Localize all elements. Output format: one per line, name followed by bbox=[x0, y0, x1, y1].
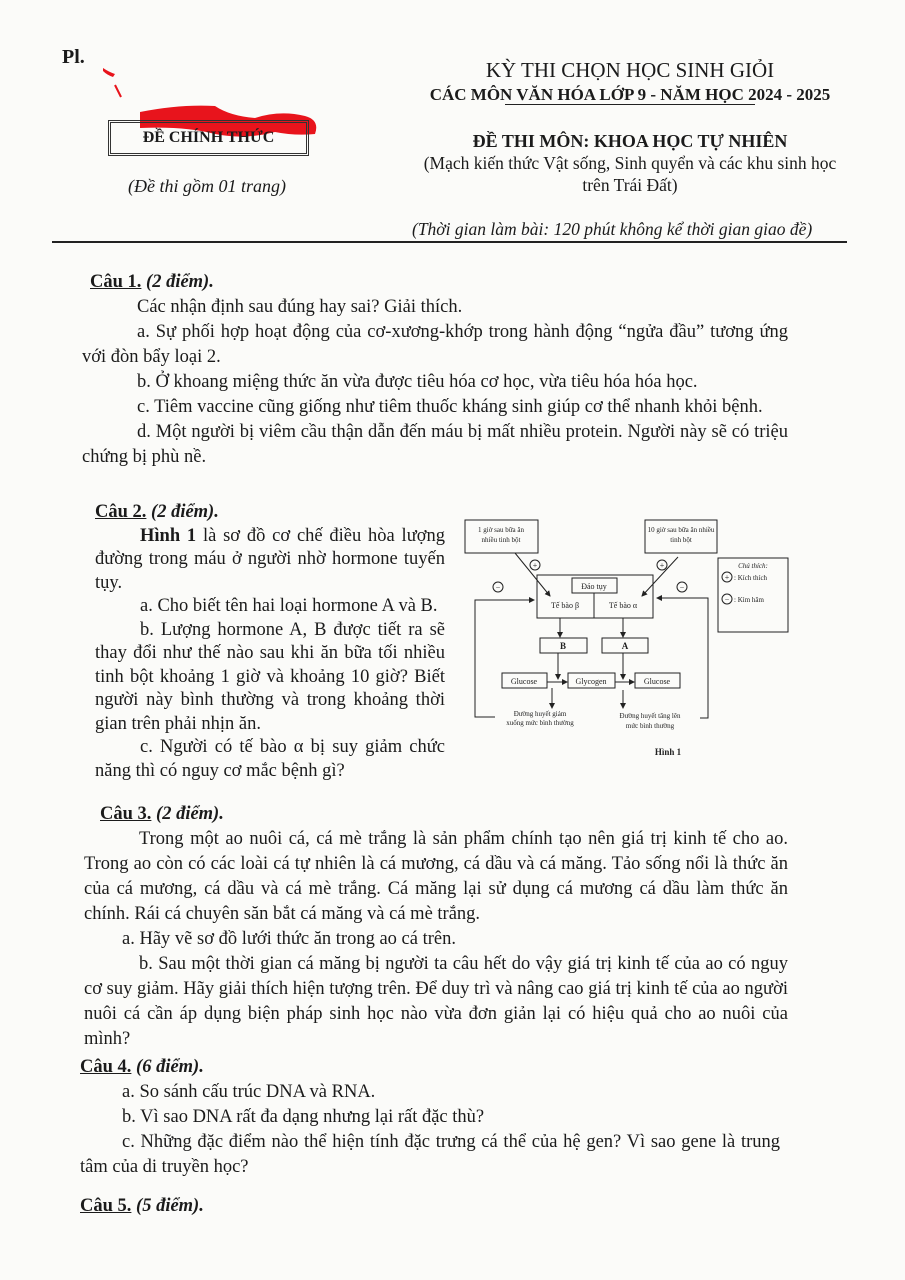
legend-stimulate: : Kích thích bbox=[734, 574, 768, 582]
sub-question-c: c. Những đặc điểm nào thể hiện tính đặc trưng cá thể của hệ gen? Vì sao gene là trung tâm của di truyền học? bbox=[80, 1132, 780, 1177]
question-title: Câu 4. bbox=[80, 1057, 132, 1077]
beta-cell-label: Tế bào β bbox=[550, 601, 580, 610]
sub-question-b: b. Sau một thời gian cá măng bị người ta câu hết do vậy giá trị kinh tế của ao có nguy cơ suy giảm. Hãy giải thích hiện tượng trên. Để duy trì và nâng cao giá trị kinh tế của ao người nuôi cá cần áp dụng biện pháp sinh học nào vừa đơn giản lại có hiệu quả cho ao nuôi của mình? bbox=[84, 954, 788, 1049]
question-5-points: (5 điểm). bbox=[136, 1196, 204, 1216]
alpha-cell-label: Tế bào α bbox=[608, 601, 638, 610]
hormone-a-label: A bbox=[621, 641, 629, 651]
figure-reference: Hình 1 bbox=[140, 525, 197, 546]
high-glucose-text-2: mức bình thường bbox=[625, 722, 675, 730]
low-glucose-text-1: Đường huyết giảm bbox=[513, 710, 567, 718]
glucose-left-label: Glucose bbox=[510, 677, 538, 686]
question-points: (2 điểm). bbox=[156, 804, 224, 824]
statement-c: c. Tiêm vaccine cũng giống như tiêm thuốc kháng sinh giúp cơ thể nhanh khỏi bệnh. bbox=[137, 397, 763, 417]
corner-mark: Pl. bbox=[62, 46, 85, 68]
question-intro: Trong một ao nuôi cá, cá mè trắng là sản phẩm chính tạo nên giá trị kinh tế cho ao. Trong ao còn có các loài cá tự nhiên là cá mương, cá dầu và cá măng. Tảo sống nổi là thức ăn của cá mương, cá dầu và cá mè trắng. Cá măng lại sử dụng cá mương cá dầu làm thức ăn chính. Rái cá chuyên săn bắt cá măng và cá mè trắng. bbox=[84, 829, 788, 924]
question-points: (2 điểm). bbox=[151, 502, 219, 522]
legend-title: Chú thích: bbox=[738, 562, 768, 570]
legend-minus-sign: − bbox=[724, 595, 730, 604]
figure-caption: Hình 1 bbox=[654, 747, 682, 757]
sub-question-c: c. Người có tế bào α bị suy giảm chức năng thì có nguy cơ mắc bệnh gì? bbox=[95, 737, 445, 781]
scope-line-2: trên Trái Đất) bbox=[582, 175, 678, 195]
sub-question-b: b. Lượng hormone A, B được tiết ra sẽ thay đổi như thế nào sau khi ăn bữa tối nhiều tinh bột khoảng 1 giờ và khoảng 10 giờ? Biết người này bình thường và trong khoảng thời gian trên phải nhịn ăn. bbox=[95, 619, 445, 734]
question-5-title: Câu 5. bbox=[80, 1196, 132, 1216]
question-title: Câu 2. bbox=[95, 502, 147, 522]
sub-question-a: a. Hãy vẽ sơ đồ lưới thức ăn trong ao cá trên. bbox=[122, 929, 456, 949]
question-points: (6 điểm). bbox=[136, 1057, 204, 1077]
question-1 bbox=[82, 270, 788, 470]
statement-b: b. Ở khoang miệng thức ăn vừa được tiêu hóa cơ học, vừa tiêu hóa hóa học. bbox=[137, 372, 698, 392]
statement-a: a. Sự phối hợp hoạt động của cơ-xương-khớp trong hành động “ngửa đầu” tương ứng với đòn bẩy loại 2. bbox=[82, 322, 788, 367]
statement-d: d. Một người bị viêm cầu thận dẫn đến máu bị mất nhiều protein. Người này sẽ có triệu chứng bị phù nề. bbox=[82, 422, 788, 467]
pancreas-label: Đảo tụy bbox=[581, 582, 607, 591]
low-glucose-text-2: xuống mức bình thường bbox=[506, 719, 574, 727]
question-3 bbox=[84, 802, 788, 1052]
box-1h-text-2: nhiều tinh bột bbox=[481, 536, 521, 544]
figure-1-diagram bbox=[460, 510, 790, 760]
sub-question-a: a. Cho biết tên hai loại hormone A và B. bbox=[140, 596, 438, 616]
question-intro: là sơ đồ cơ chế điều hòa lượng đường trong máu ở người nhờ hormone tuyến tụy. bbox=[95, 525, 446, 593]
plus-sign: + bbox=[659, 561, 665, 570]
page-count: (Đề thi gồm 01 trang) bbox=[128, 176, 286, 196]
question-4 bbox=[80, 1055, 780, 1219]
official-exam-label: ĐỀ CHÍNH THỨC bbox=[108, 120, 309, 156]
plus-sign: + bbox=[532, 561, 538, 570]
exam-title: KỲ THI CHỌN HỌC SINH GIỎI bbox=[485, 58, 775, 82]
header-divider bbox=[52, 241, 847, 243]
glucose-right-label: Glucose bbox=[643, 677, 671, 686]
question-title: Câu 1. bbox=[90, 272, 142, 292]
scope-line-1: (Mạch kiến thức Vật sống, Sinh quyển và các khu sinh học bbox=[423, 153, 837, 173]
glycogen-label: Glycogen bbox=[575, 677, 607, 686]
sub-question-b: b. Vì sao DNA rất đa dạng nhưng lại rất đặc thù? bbox=[122, 1107, 485, 1127]
box-10h-text-1: 10 giờ sau bữa ăn nhiều bbox=[647, 526, 715, 534]
exam-subtitle: CÁC MÔN VĂN HÓA LỚP 9 - NĂM HỌC 2024 - 2025 bbox=[429, 85, 831, 104]
question-points: (2 điểm). bbox=[146, 272, 214, 292]
legend-plus-sign: + bbox=[724, 573, 730, 582]
box-10h-text-2: tinh bột bbox=[670, 536, 692, 544]
high-glucose-text-1: Đường huyết tăng lên bbox=[619, 712, 681, 720]
exam-subject: ĐỀ THI MÔN: KHOA HỌC TỰ NHIÊN bbox=[472, 131, 788, 151]
subtitle-underline bbox=[505, 104, 755, 105]
legend-inhibit: : Kìm hãm bbox=[734, 596, 764, 604]
hormone-b-label: B bbox=[559, 641, 567, 651]
sub-question-a: a. So sánh cấu trúc DNA và RNA. bbox=[122, 1082, 376, 1102]
question-2 bbox=[95, 501, 445, 783]
question-intro: Các nhận định sau đúng hay sai? Giải thích. bbox=[137, 297, 463, 317]
minus-sign: − bbox=[679, 583, 685, 592]
question-title: Câu 3. bbox=[100, 804, 152, 824]
box-1h-text-1: 1 giờ sau bữa ăn bbox=[478, 526, 524, 534]
minus-sign: − bbox=[495, 583, 501, 592]
exam-time: (Thời gian làm bài: 120 phút không kể thời gian giao đề) bbox=[412, 219, 813, 239]
